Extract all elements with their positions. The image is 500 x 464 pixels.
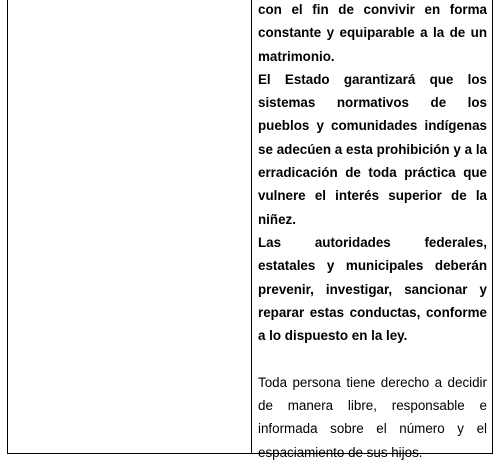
paragraph-reproductive-right: Toda persona tiene derecho a decidir de manera libre, responsable e informada sobre el número y el espaciamiento de sus hijos. <box>258 374 487 460</box>
paragraph-state-guarantee: El Estado garantizará que los sistemas normativos de los pueblos y comunidades indígenas se adecúen a esta prohibición y a la erradicación de toda práctica que vulnere el interés superior de la niñez. <box>258 71 487 227</box>
table-cell-left <box>8 0 252 453</box>
document-table <box>7 0 493 460</box>
paragraph-authorities-duty: Las autoridades federales, estatales y municipales deberán prevenir, investigar, sancionar y reparar estas conductas, conforme a lo dispuesto en la ley. <box>258 234 487 344</box>
paragraph-spacer <box>258 347 487 370</box>
paragraph-marriage-continuation: con el fin de convivir en forma constante y equiparable a la de un matrimonio. <box>258 2 487 64</box>
table-cell-right <box>252 0 492 460</box>
